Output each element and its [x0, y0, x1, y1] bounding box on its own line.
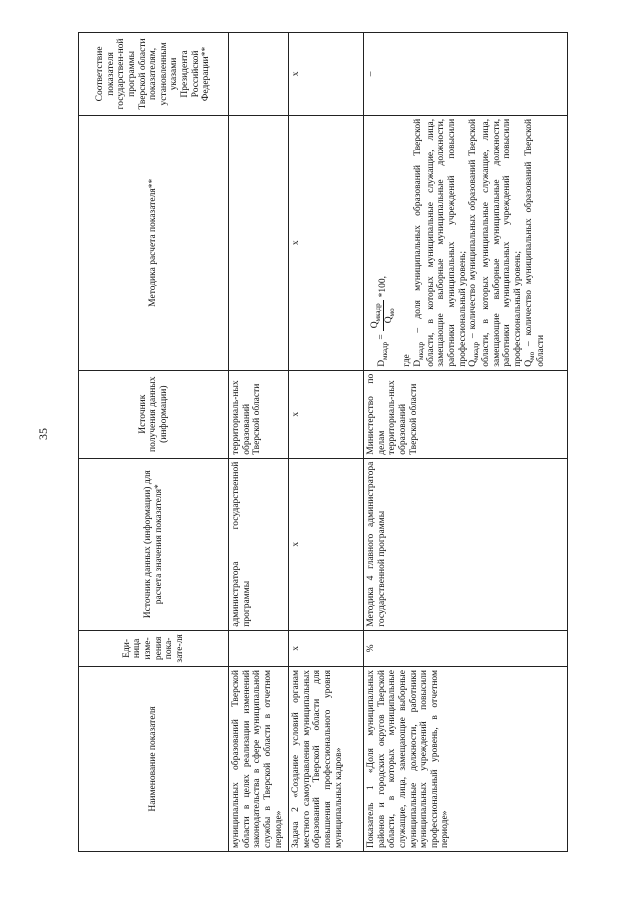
row2-source-info: х: [289, 370, 364, 458]
row1-source-info: территориаль-ных образований Тверской области: [229, 370, 289, 458]
definition-d: $D_{мкадр}$ – доля муниципальных образований Тверской области, в которых муниципальные служащие, лица, замещающие выборные муниципальные должности, работники муниципальных учреждений повысили профессиональный уровень;: [413, 118, 468, 367]
formula-multiplier: *100,: [377, 276, 388, 298]
definition-q-mkadr: $Q_{мкадр}$ – количество муниципальных образований Тверской области, в которых муниципальные служащие, лица, замещающие выборные муниципальные должности, работники муниципальных учреждений повысили профессиональный уровень;: [468, 118, 523, 367]
row3-source-info: Министерство по делам территориаль-ных образований Тверской области: [364, 370, 568, 458]
table-header-row: [79, 33, 229, 852]
row3-name: Показатель 1 «Доля муниципальных районов и городских округов Тверской области, в которых муниципальные служащие, лица, замещающие выборные муниципальные должности, работники муниципальных учреждений повысили профессиональный уровень, в отчетном периоде»: [364, 666, 568, 851]
row1-name: муниципальных образований Тверской области в целях реализации изменений законодательства в сфере муниципальной службы в Тверской области в отчетном периоде»: [229, 666, 289, 851]
row2-name: Задача 2 «Создание условий органам местного самоуправления муниципальных образований Тверской области для повышения профессионального уровня муниципальных кадров»: [289, 666, 364, 851]
indicator-table: [78, 32, 568, 852]
row2-unit: х: [289, 630, 364, 666]
header-name: Наименование показателя: [79, 666, 229, 851]
row2-method: х: [289, 115, 364, 370]
table-row: [289, 33, 364, 852]
row1-method: [229, 115, 289, 370]
row3-source-data: Методика 4 главного администратора государственной программы: [364, 458, 568, 630]
header-source-data: Источник данных (информации) для расчета значения показателя*: [79, 458, 229, 630]
row1-source-data: администратора государственной программы: [229, 458, 289, 630]
formula-fraction: $Q_{мкадр}$ $Q_{мо}$: [370, 300, 396, 331]
header-compliance: Соответствие показателя государствен-ной программы Тверской области показателям, установленным указами Президента Российской Федерации**: [79, 33, 229, 116]
rotated-table-wrapper: [78, 32, 568, 852]
formula-lhs: $D_{мкадр}$ =: [376, 334, 389, 367]
row1-unit: [229, 630, 289, 666]
formula: [370, 119, 396, 367]
row3-unit: %: [364, 630, 568, 666]
row1-compliance: [229, 33, 289, 116]
table-row: [364, 33, 568, 852]
row2-source-data: х: [289, 458, 364, 630]
page-number: 35: [36, 428, 50, 440]
row2-compliance: х: [289, 33, 364, 116]
formula-where: где: [402, 354, 413, 367]
header-unit: Еди-ница изме-рения пока-зате-ля: [79, 630, 229, 666]
row3-compliance: –: [364, 33, 568, 116]
row3-method: [364, 115, 568, 370]
header-method: Методика расчета показателя**: [79, 115, 229, 370]
table-row: [229, 33, 289, 852]
header-source-info: Источник получения данных (информации): [79, 370, 229, 458]
definition-q-mo: $Q_{мо}$ – количество муниципальных образований Тверской области: [523, 118, 547, 367]
